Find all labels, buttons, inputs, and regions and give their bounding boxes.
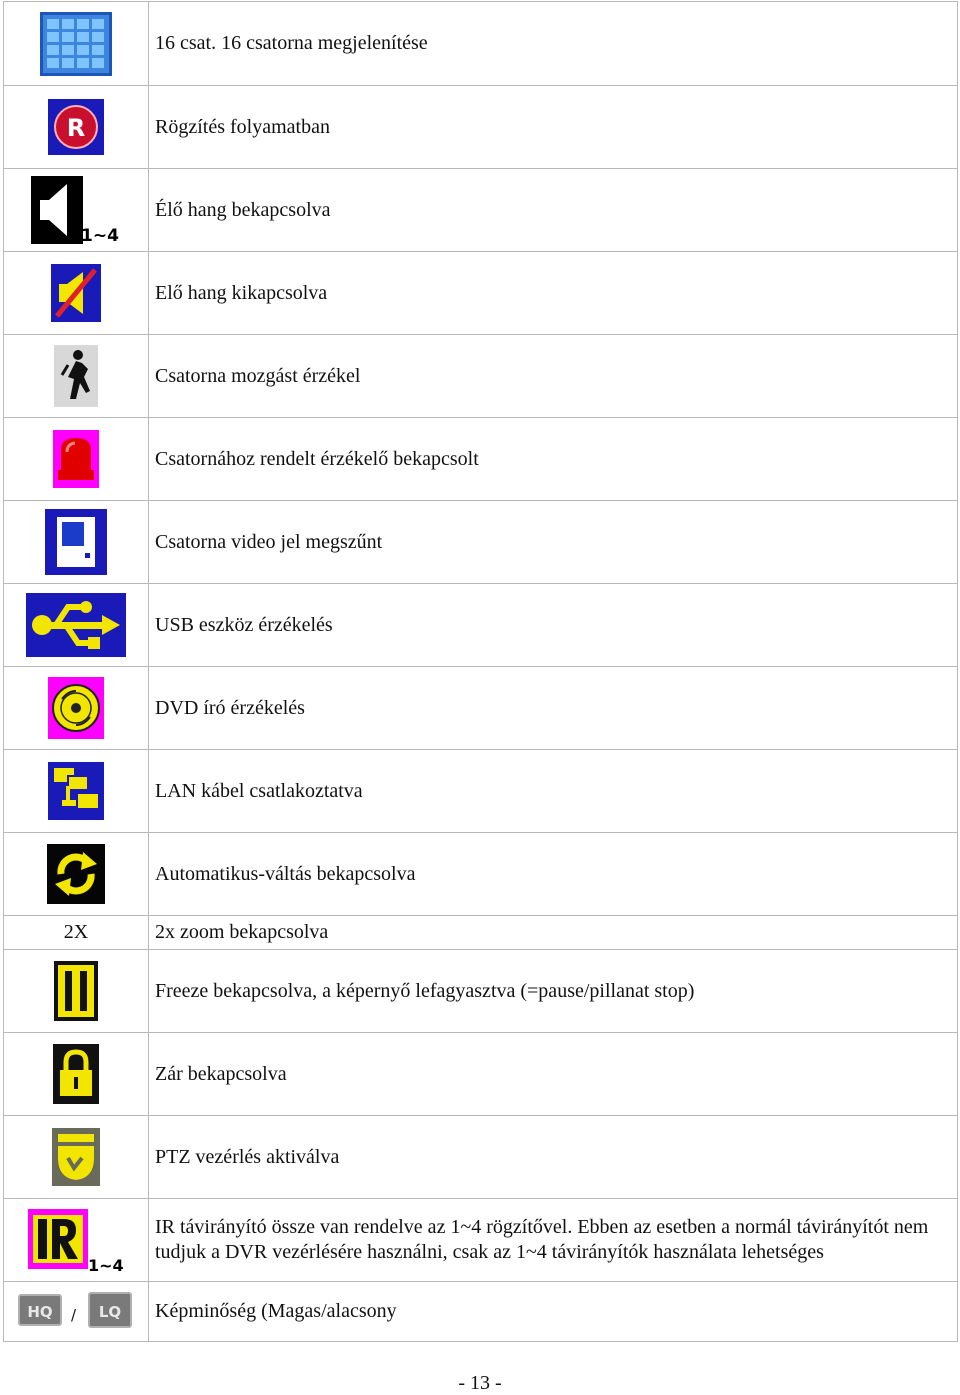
legend-row-freeze [4, 950, 958, 1033]
grid-16-icon [40, 12, 112, 76]
legend-row-ir-remote [4, 1199, 958, 1282]
icon-cell [4, 950, 149, 1033]
legend-row-speaker-on [4, 169, 958, 252]
icon-cell [4, 833, 149, 916]
legend-description: Csatornához rendelt érzékelő bekapcsolt [149, 418, 958, 501]
legend-row-ptz [4, 1116, 958, 1199]
quality-icon [18, 1292, 134, 1332]
legend-description: LAN kábel csatlakoztatva [149, 750, 958, 833]
icon-cell [4, 86, 149, 169]
legend-description: Automatikus-váltás bekapcsolva [149, 833, 958, 916]
legend-description: Élő hang bekapcsolva [149, 169, 958, 252]
lan-icon [48, 762, 104, 820]
icon-cell [4, 584, 149, 667]
hq-icon [18, 1294, 62, 1326]
legend-description: DVD író érzékelés [149, 667, 958, 750]
legend-row-usb [4, 584, 958, 667]
icon-cell [4, 335, 149, 418]
zoom-2x-label: 2X [63, 921, 89, 943]
icon-cell [4, 252, 149, 335]
legend-row-record [4, 86, 958, 169]
lq-label: LQ [98, 1302, 122, 1321]
legend-row-lan [4, 750, 958, 833]
lock-icon [53, 1044, 99, 1104]
icon-cell [4, 1116, 149, 1199]
legend-row-auto-switch [4, 833, 958, 916]
page-number: - 13 - [458, 1372, 502, 1394]
legend-row-motion [4, 335, 958, 418]
legend-description: 2x zoom bekapcsolva [149, 916, 958, 950]
icon-cell [4, 1282, 149, 1342]
legend-description: USB eszköz érzékelés [149, 584, 958, 667]
legend-row-dvd [4, 667, 958, 750]
ir-remote-icon [28, 1209, 124, 1275]
icon-cell [4, 916, 149, 950]
record-icon [48, 99, 104, 155]
speaker-channel-badge: 1~4 [81, 226, 119, 246]
ptz-icon [52, 1128, 100, 1186]
lq-icon [88, 1292, 132, 1328]
legend-description: 16 csat. 16 csatorna megjelenítése [149, 2, 958, 86]
icon-cell [4, 1033, 149, 1116]
icon-legend-table [3, 1, 958, 1342]
legend-row-quality [4, 1282, 958, 1342]
hq-label: HQ [27, 1302, 53, 1321]
legend-row-alarm [4, 418, 958, 501]
legend-description: Képminőség (Magas/alacsony [149, 1282, 958, 1342]
video-loss-icon [45, 509, 107, 575]
dvd-disc-icon [48, 677, 104, 739]
quality-separator: / [71, 1305, 77, 1324]
ir-channel-badge: 1~4 [88, 1256, 124, 1275]
auto-switch-icon [47, 844, 105, 904]
legend-description: IR távirányító össze van rendelve az 1~4 rögzítővel. Ebben az esetben a normál távirányítót nem tudjuk a DVR vezérlésére használni, csak az 1~4 távirányítók használata lehetséges [149, 1199, 958, 1282]
legend-description: Zár bekapcsolva [149, 1033, 958, 1116]
legend-row-speaker-muted [4, 252, 958, 335]
icon-cell [4, 750, 149, 833]
motion-person-icon [54, 345, 98, 407]
icon-cell [4, 667, 149, 750]
legend-row-grid [4, 2, 958, 86]
legend-row-video-loss [4, 501, 958, 584]
legend-row-zoom [4, 916, 958, 950]
usb-icon [26, 593, 126, 657]
alarm-siren-icon [53, 430, 99, 488]
icon-cell [4, 169, 149, 252]
legend-description: PTZ vezérlés aktiválva [149, 1116, 958, 1199]
legend-description: Freeze bekapcsolva, a képernyő lefagyasztva (=pause/pillanat stop) [149, 950, 958, 1033]
legend-description: Elő hang kikapcsolva [149, 252, 958, 335]
pause-icon [54, 961, 98, 1021]
icon-cell [4, 501, 149, 584]
legend-row-lock [4, 1033, 958, 1116]
speaker-on-icon [31, 176, 121, 244]
icon-cell [4, 1199, 149, 1282]
svg-text:R: R [66, 114, 86, 142]
icon-cell [4, 2, 149, 86]
legend-description: Rögzítés folyamatban [149, 86, 958, 169]
speaker-muted-icon [51, 264, 101, 322]
icon-cell [4, 418, 149, 501]
legend-description: Csatorna mozgást érzékel [149, 335, 958, 418]
legend-description: Csatorna video jel megszűnt [149, 501, 958, 584]
